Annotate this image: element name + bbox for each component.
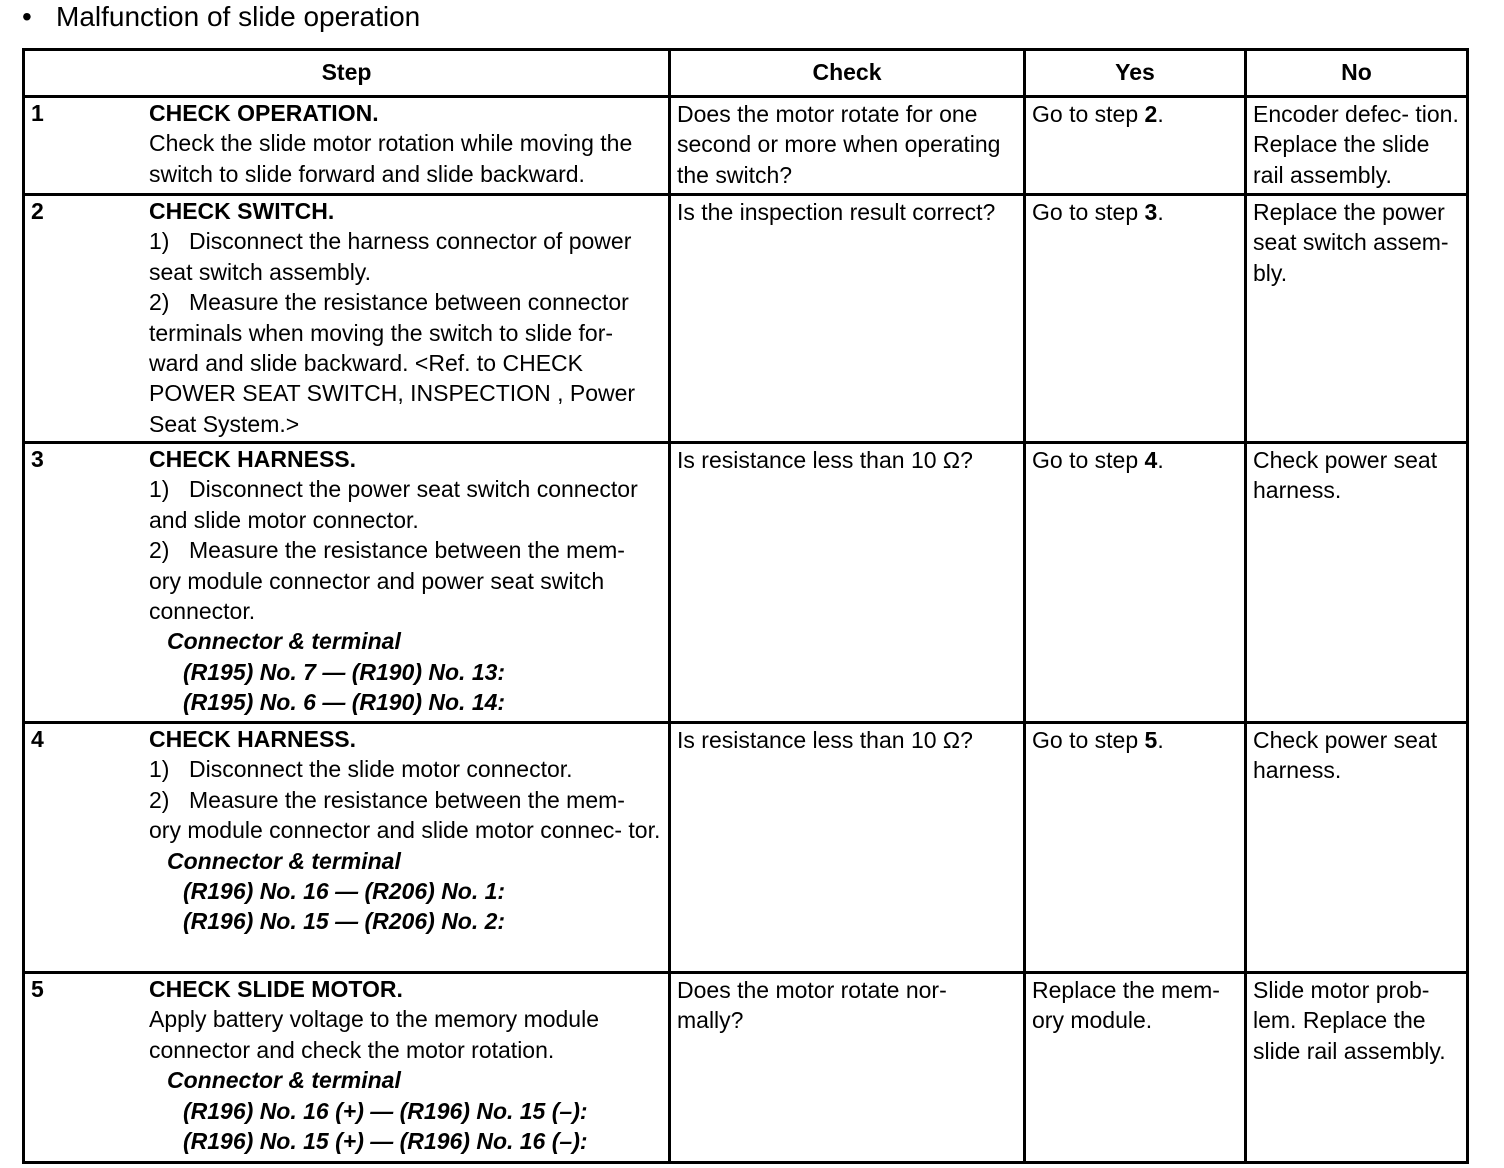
step-instruction: 2) Measure the resistance between the mem- ory module connector and slide motor connec- tor. [149, 786, 661, 844]
connector-terminal-pair: (R195) No. 7 — (R190) No. 13: [183, 658, 506, 685]
connector-terminal-pair: (R196) No. 15 — (R206) No. 2: [183, 908, 506, 935]
step-title: CHECK SLIDE MOTOR. [149, 976, 403, 1002]
no-cell: Replace the power seat switch assem- bly. [1246, 195, 1468, 443]
step-title: CHECK HARNESS. [149, 446, 357, 472]
step-number: 1 [31, 100, 44, 126]
header-step: Step [24, 50, 670, 97]
yes-prefix: Go to step [1032, 199, 1145, 225]
step-cell [24, 443, 670, 723]
step-number: 4 [31, 726, 44, 752]
connector-terminal-label: Connector & terminal [167, 628, 401, 655]
no-cell: Check power seat harness. [1246, 443, 1468, 723]
step-instruction: Apply battery voltage to the memory module connector and check the motor rotation. [149, 1006, 600, 1063]
step-instruction: 2) Measure the resistance between connector terminals when moving the switch to slide for- ward and slide backward. <Ref. to CHECK POWER SEAT SWITCH, INSPECTION , Power Seat System.> [149, 289, 636, 437]
table-header-row [24, 50, 1468, 97]
substep-marker: 2) [149, 289, 170, 316]
step-number: 5 [31, 976, 44, 1002]
yes-cell: Replace the mem- ory module. [1025, 973, 1246, 1163]
connector-terminal-pair: (R195) No. 6 — (R190) No. 14: [183, 689, 506, 716]
yes-prefix: Go to step [1032, 101, 1145, 127]
yes-step-link: 2 [1144, 101, 1158, 127]
no-cell: Check power seat harness. [1246, 723, 1468, 973]
connector-terminal-label: Connector & terminal [167, 847, 401, 874]
yes-suffix: . [1157, 199, 1164, 225]
header-yes: Yes [1025, 50, 1246, 97]
yes-prefix: Go to step [1032, 447, 1145, 473]
connector-terminal-pair: (R196) No. 16 — (R206) No. 1: [183, 878, 506, 905]
yes-step-link: 5 [1144, 727, 1158, 753]
section-heading [22, 0, 420, 34]
header-check: Check [670, 50, 1025, 97]
connector-terminal-label: Connector & terminal [167, 1067, 401, 1094]
step-instruction: 1) Disconnect the harness connector of power seat switch assembly. [149, 228, 632, 285]
check-cell: Is resistance less than 10 Ω? [670, 723, 1025, 973]
step-title: CHECK OPERATION. [149, 100, 379, 126]
yes-suffix: . [1157, 727, 1164, 753]
table-row [24, 443, 1468, 723]
step-cell [24, 723, 670, 973]
yes-step-link: 3 [1144, 199, 1158, 225]
step-number: 2 [31, 198, 44, 224]
step-instruction: 1) Disconnect the power seat switch connector and slide motor connector. [149, 476, 638, 533]
substep-marker: 1) [149, 228, 170, 255]
yes-suffix: . [1157, 101, 1164, 127]
substep-marker: 1) [149, 756, 170, 783]
step-instruction: Check the slide motor rotation while moving the switch to slide forward and slide backward. [149, 130, 633, 187]
connector-terminal-pair: (R196) No. 15 (+) — (R196) No. 16 (–): [183, 1128, 588, 1155]
step-cell [24, 195, 670, 443]
yes-prefix: Go to step [1032, 727, 1145, 753]
step-cell [24, 97, 670, 195]
no-cell: Slide motor prob- lem. Replace the slide rail assembly. [1246, 973, 1468, 1163]
step-title: CHECK HARNESS. [149, 726, 357, 752]
check-cell: Does the motor rotate for one second or more when operating the switch? [670, 97, 1025, 195]
step-instruction: 2) Measure the resistance between the mem- ory module connector and power seat switch connector. [149, 537, 625, 625]
check-cell: Does the motor rotate nor- mally? [670, 973, 1025, 1163]
yes-cell [1025, 195, 1246, 443]
step-instruction: 1) Disconnect the slide motor connector. [149, 754, 662, 784]
header-no: No [1246, 50, 1468, 97]
step-cell [24, 973, 670, 1163]
table-row [24, 97, 1468, 195]
step-number: 3 [31, 446, 44, 472]
check-cell: Is the inspection result correct? [670, 195, 1025, 443]
substep-marker: 2) [149, 786, 170, 813]
table-row [24, 973, 1468, 1163]
yes-cell [1025, 723, 1246, 973]
yes-cell [1025, 97, 1246, 195]
table-row [24, 723, 1468, 973]
step-title: CHECK SWITCH. [149, 198, 335, 224]
yes-suffix: . [1157, 447, 1164, 473]
substep-marker: 1) [149, 476, 170, 503]
no-cell: Encoder defec- tion. Replace the slide rail assembly. [1246, 97, 1468, 195]
bullet-icon: • [22, 1, 32, 32]
diagnostic-table [22, 48, 1469, 1164]
substep-marker: 2) [149, 537, 170, 564]
connector-terminal-pair: (R196) No. 16 (+) — (R196) No. 15 (–): [183, 1097, 588, 1124]
check-cell: Is resistance less than 10 Ω? [670, 443, 1025, 723]
yes-step-link: 4 [1144, 447, 1158, 473]
yes-cell [1025, 443, 1246, 723]
table-row [24, 195, 1468, 443]
section-heading-text: Malfunction of slide operation [56, 1, 421, 32]
